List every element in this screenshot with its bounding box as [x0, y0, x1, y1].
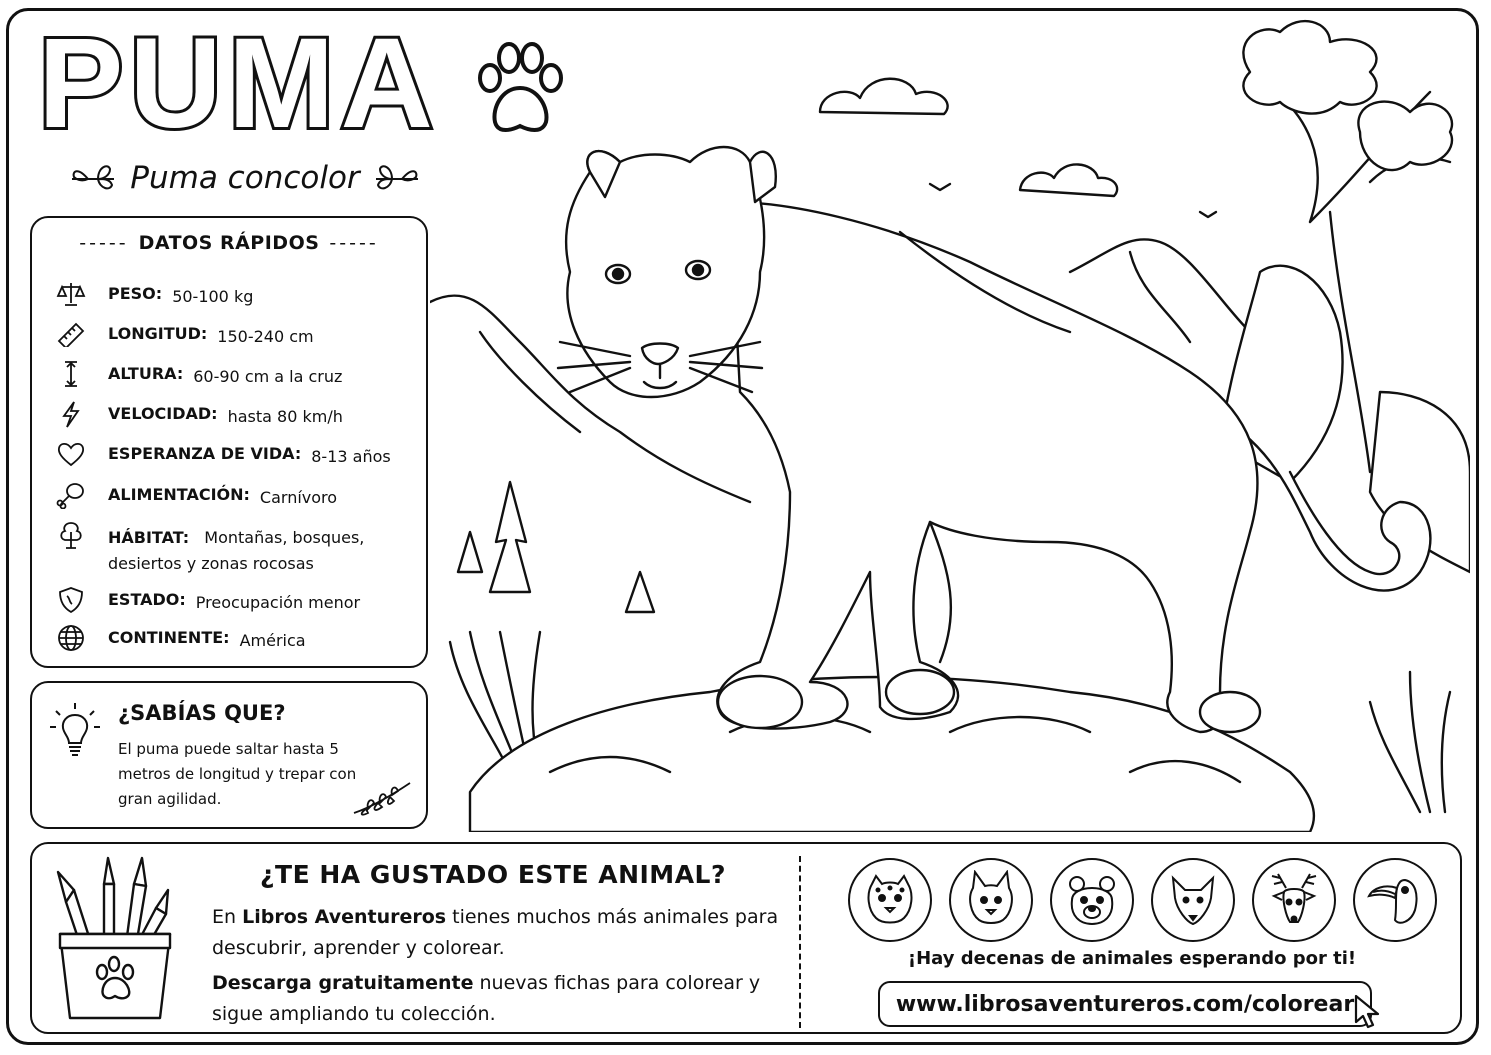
cloud	[1020, 164, 1117, 196]
page-title: PUMA	[38, 12, 439, 155]
bear-icon[interactable]	[1050, 858, 1134, 942]
fact-label: CONTINENTE:	[108, 628, 230, 647]
fact-value: 8-13 años	[311, 447, 391, 466]
fact-value: Preocupación menor	[195, 593, 361, 612]
dash-decoration: -----	[79, 232, 129, 254]
facts-card	[30, 216, 428, 668]
website-link[interactable]: www.librosaventureros.com/colorear	[878, 981, 1372, 1027]
fact-label: ALTURA:	[108, 364, 184, 383]
fact-estado	[54, 590, 414, 616]
fact-label: ALIMENTACIÓN:	[108, 485, 250, 504]
cta-text: En	[212, 906, 243, 928]
height-arrow-icon	[54, 360, 88, 388]
fact-label: VELOCIDAD:	[108, 404, 218, 423]
cta-bold-text: Descarga gratuitamente	[212, 972, 474, 994]
sprig-icon	[352, 779, 414, 817]
cta-card	[30, 842, 1462, 1034]
cursor-icon	[1352, 992, 1386, 1030]
cta-text: tienes muchos más animales para descubrir, aprender y colorear.	[212, 906, 779, 959]
leopard-icon[interactable]	[848, 858, 932, 942]
fact-label: LONGITUD:	[108, 324, 208, 343]
fact-label: ESPERANZA DE VIDA:	[108, 444, 302, 463]
lightning-icon	[54, 400, 88, 428]
puma-illustration	[430, 12, 1470, 832]
globe-icon	[54, 624, 88, 652]
fact-label: ESTADO:	[108, 590, 186, 609]
fact-value: 50-100 kg	[172, 287, 254, 306]
did-you-know-card	[30, 681, 428, 829]
fact-peso	[54, 284, 414, 310]
leaf-right-icon	[374, 163, 420, 193]
heart-icon	[54, 440, 88, 468]
more-animals-text: ¡Hay decenas de animales esperando por ti!	[907, 948, 1357, 969]
scientific-name-row	[60, 156, 430, 200]
leaf-left-icon	[70, 163, 116, 193]
facts-heading-text: DATOS RÁPIDOS	[138, 232, 320, 254]
cta-text: nuevas fichas para colorear y sigue ampliando tu colección.	[212, 972, 761, 1025]
cta-heading: ¿TE HA GUSTADO ESTE ANIMAL?	[260, 860, 726, 889]
dashed-divider	[799, 856, 801, 1028]
fact-continente	[54, 628, 414, 654]
fact-value: hasta 80 km/h	[227, 407, 343, 426]
ruler-icon	[54, 320, 88, 348]
did-you-know-heading: ¿SABÍAS QUE?	[118, 701, 286, 725]
cta-paragraph-2	[212, 968, 792, 1030]
dash-decoration: -----	[329, 232, 379, 254]
tree-icon	[54, 521, 88, 549]
fox-icon[interactable]	[1151, 858, 1235, 942]
facts-heading	[32, 232, 426, 254]
fact-longitud	[54, 324, 414, 350]
fact-value: 60-90 cm a la cruz	[193, 367, 343, 386]
fact-altura	[54, 364, 414, 390]
fact-velocidad	[54, 404, 414, 430]
fact-habitat	[54, 525, 414, 577]
fact-value: América	[239, 631, 306, 650]
meat-icon	[54, 481, 88, 509]
toucan-icon[interactable]	[1353, 858, 1437, 942]
fact-value: Montañas, bosques, desiertos y zonas rocosas	[108, 528, 365, 573]
scale-icon	[54, 280, 88, 308]
lynx-icon[interactable]	[949, 858, 1033, 942]
shield-icon	[54, 586, 88, 614]
fact-label: HÁBITAT:	[108, 528, 190, 547]
fact-esperanza	[54, 444, 414, 470]
fact-alimentacion	[54, 485, 414, 511]
cloud	[820, 79, 948, 114]
did-you-know-text: El puma puede saltar hasta 5 metros de longitud y trepar con gran agilidad.	[118, 740, 357, 808]
fact-value: 150-240 cm	[217, 327, 314, 346]
fact-label: PESO:	[108, 284, 163, 303]
animal-avatars	[848, 858, 1437, 942]
cta-paragraph-1	[212, 902, 792, 964]
deer-icon[interactable]	[1252, 858, 1336, 942]
scientific-name: Puma concolor	[130, 160, 360, 196]
fact-value: Carnívoro	[259, 488, 338, 507]
pencil-cup-icon	[52, 854, 182, 1022]
lightbulb-icon	[48, 701, 102, 761]
brand-name: Libros Aventureros	[242, 906, 447, 928]
